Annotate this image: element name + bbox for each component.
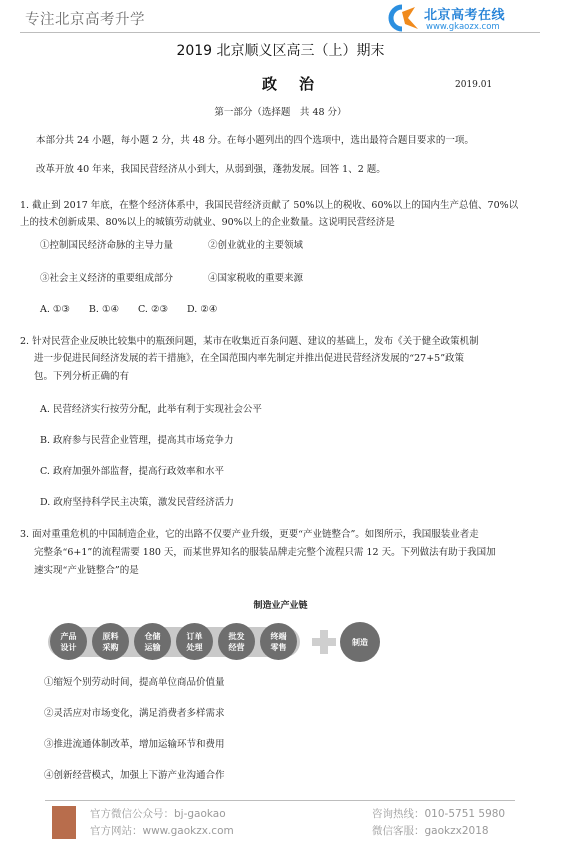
chain-step-retail: 终端 零售 [260, 623, 297, 660]
exam-subject: 政治 [262, 75, 337, 93]
footer-hotline: 咨询热线：010-5751 5980 [372, 808, 506, 820]
q1-option-4: ④国家税收的重要来源 [208, 273, 304, 284]
header-tagline: 专注北京高考升学 [25, 12, 145, 28]
material-intro: 改革开放 40 年来，我国民营经济从小到大，从弱到强，蓬勃发展。回答 1、2 题。 [36, 164, 386, 175]
q1-stem-line2: 上的技术创新成果、80%以上的城镇劳动就业、90%以上的企业数量。这说明民营经济是 [20, 217, 395, 228]
logo-name: 北京高考在线 [424, 8, 506, 23]
site-logo[interactable] [382, 3, 552, 35]
instructions: 本部分共 24 小题，每小题 2 分，共 48 分。在每小题列出的四个选项中，选出最符合题目要求的一项。 [36, 135, 474, 146]
chain-step-storage: 仓储 运输 [134, 623, 171, 660]
q2-choice-a: A. 民营经济实行按劳分配，此举有利于实现社会公平 [40, 404, 262, 415]
q1-option-1: ①控制国民经济命脉的主导力量 [40, 240, 174, 251]
q3-option-1: ①缩短个别劳动时间，提高单位商品价值量 [44, 677, 225, 688]
q2-stem-line3: 包。下列分析正确的有 [34, 371, 130, 382]
exam-date: 2019.01 [455, 80, 493, 90]
section-heading: 第一部分（选择题 共 48 分） [214, 107, 347, 118]
q2-stem-line2: 进一步促进民间经济发展的若干措施》，在全国范围内率先制定并推出促进民营经济发展的“27+5”政策 [34, 353, 465, 364]
footer-website[interactable]: 官方网站：www.gaokzx.com [90, 825, 234, 837]
q3-stem-line2: 完整条“6+1”的流程需要 180 天，而某世界知名的服装品牌走完整个流程只需 12 天。下列做法有助于我国加 [34, 547, 496, 558]
footer-wechat: 官方微信公众号：bj-gaokao [90, 808, 226, 820]
footer-accent-bar [52, 806, 76, 839]
q1-option-2: ②创业就业的主要领域 [208, 240, 304, 251]
q2-choice-d: D. 政府坚持科学民主决策，激发民营经济活力 [40, 497, 234, 508]
chain-step-wholesale: 批发 经营 [218, 623, 255, 660]
q3-option-4: ④创新经营模式，加强上下游产业沟通合作 [44, 770, 225, 781]
chain-step-order: 订单 处理 [176, 623, 213, 660]
q2-choice-b: B. 政府参与民营企业管理，提高其市场竞争力 [40, 435, 234, 446]
q2-choice-c: C. 政府加强外部监督，提高行政效率和水平 [40, 466, 224, 477]
q3-stem-line1: 3. 面对重重危机的中国制造企业，它的出路不仅要产业升级，更要“产业链整合”。如图所示，我国服装业者走 [20, 529, 479, 540]
q1-answer-choices: A. ①③ B. ①④ C. ②③ D. ②④ [40, 304, 218, 315]
q1-stem-line1: 1. 截止到 2017 年底，在整个经济体系中，我国民营经济贡献了 50%以上的税收、60%以上的国内生产总值、70%以 [20, 200, 519, 211]
logo-mark-icon [382, 4, 422, 32]
q3-option-2: ②灵活应对市场变化，满足消费者多样需求 [44, 708, 225, 719]
footer-divider [45, 800, 515, 801]
header-divider [20, 32, 540, 33]
q1-option-3: ③社会主义经济的重要组成部分 [40, 273, 174, 284]
chain-diagram-title: 制造业产业链 [253, 601, 308, 611]
q3-option-3: ③推进流通体制改革，增加运输环节和费用 [44, 739, 225, 750]
q2-stem-line1: 2. 针对民营企业反映比较集中的瓶颈问题，某市在收集近百条问题、建议的基础上，发布《关于健全政策机制 [20, 336, 479, 347]
chain-step-manufacture: 制造 [340, 622, 380, 662]
chain-step-design: 产品 设计 [50, 623, 87, 660]
plus-icon [312, 630, 336, 654]
chain-step-purchase: 原料 采购 [92, 623, 129, 660]
logo-url: www.gkaozx.com [426, 22, 500, 32]
exam-title: 2019 北京顺义区高三（上）期末 [176, 43, 385, 59]
footer-service: 微信客服：gaokzx2018 [372, 825, 489, 837]
q3-stem-line3: 速实现“产业链整合”的是 [34, 565, 139, 576]
